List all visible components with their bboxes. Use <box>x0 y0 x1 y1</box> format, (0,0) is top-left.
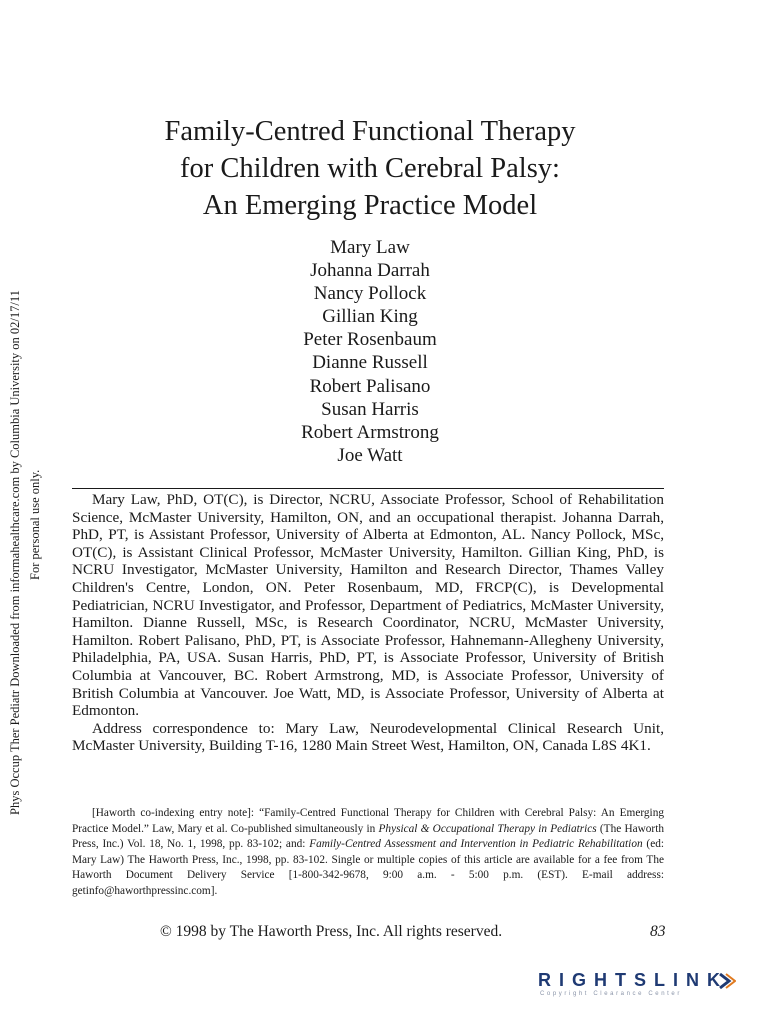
logo-tagline: Copyright Clearance Center <box>540 991 682 997</box>
title-line: An Emerging Practice Model <box>202 190 538 221</box>
journal-title: Physical & Occupational Therapy in Pediatrics <box>378 822 597 835</box>
author-name: Robert Armstrong <box>301 421 439 443</box>
author-name: Nancy Pollock <box>313 283 427 305</box>
bio-divider <box>72 488 664 489</box>
author-name: Susan Harris <box>321 398 419 420</box>
download-notice: Phys Occup Ther Pediatr Downloaded from informahealthcare.com by Columbia University on 02/17/11 <box>8 290 22 815</box>
author-name: Mary Law <box>330 237 410 258</box>
correspondence-address: Address correspondence to: Mary Law, Neurodevelopmental Clinical Research Unit, McMaster University, Building T-16, 1280 Main Street West, Hamilton, ON, Canada L8S 4K1. <box>72 719 664 755</box>
author-name: Johanna Darrah <box>310 260 430 282</box>
note-text: (The Haworth Press, Inc.) Vol. 18, No. 1, 1998, pp. 83-102; and: <box>72 822 664 851</box>
title-line: for Children with Cerebral Palsy: <box>180 153 560 184</box>
article-title <box>70 113 670 224</box>
author-affiliations <box>72 491 664 755</box>
coindexing-paragraph <box>72 806 664 900</box>
author-name: Gillian King <box>322 306 418 328</box>
author-name: Peter Rosenbaum <box>303 329 437 351</box>
rightslink-logo <box>538 970 748 1002</box>
page-number: 83 <box>650 923 666 940</box>
author-name: Robert Palisano <box>309 375 431 397</box>
author-name: Joe Watt <box>337 444 403 466</box>
title-line: Family-Centred Functional Therapy <box>164 116 576 147</box>
author-list <box>170 236 570 467</box>
book-title: Family-Centred Assessment and Intervention in Pediatric Rehabilitation <box>309 838 643 851</box>
coindexing-note <box>72 806 664 900</box>
logo-wordmark: RIGHTSLINK <box>538 970 728 990</box>
author-name: Dianne Russell <box>312 352 428 374</box>
note-text: (ed: Mary Law) The Haworth Press, Inc., 1998, pp. 83-102. Single or multiple copies of this article are available for a fee from The Haworth Document Delivery Service [1-800-342-9678, 9:00 a.m. - 5:00 p.m. (EST). E-mail address: getinfo@haworthpressinc.com]. <box>72 838 664 897</box>
note-text: [Haworth co-indexing entry note]: “Family-Centred Functional Therapy for Children with Cerebral Palsy: An Emerging Practice Model.” Law, Mary et al. Co-published simultaneously in <box>72 807 664 835</box>
chevron-right-icon <box>716 971 736 991</box>
personal-use-notice: For personal use only. <box>28 469 42 580</box>
affiliations-paragraph: Mary Law, PhD, OT(C), is Director, NCRU, Associate Professor, School of Rehabilitation Science, McMaster University, Hamilton, ON, and an occupational therapist. Johanna Darrah, PhD, PT, is Assistant Professor, University of Alberta at Edmonton, AL. Nancy Pollock, MSc, OT(C), is Assistant Clinical Professor, McMaster University, Hamilton. Gillian King, PhD, is NCRU Investigator, McMaster University, Hamilton and Research Director, Thames Valley Children's Centre, London, ON. Peter Rosenbaum, MD, FRCP(C), is Developmental Pediatrician, NCRU Investigator, and Professor, Department of Pediatrics, McMaster University, Hamilton. Dianne Russell, MSc, is Research Coordinator, NCRU, McMaster University, Hamilton. Robert Palisano, PhD, PT, is Associate Professor, Hahnemann-Allegheny University, Philadelphia, PA, USA. Susan Harris, PhD, PT, is Associate Professor, University of British Columbia at Vancouver, BC. Robert Armstrong, MD, is Associate Professor, University of British Columbia at Vancouver. Joe Watt, MD, is Associate Professor, University of Alberta at Edmonton. <box>72 491 664 720</box>
copyright-notice: © 1998 by The Haworth Press, Inc. All rights reserved. <box>160 923 503 940</box>
